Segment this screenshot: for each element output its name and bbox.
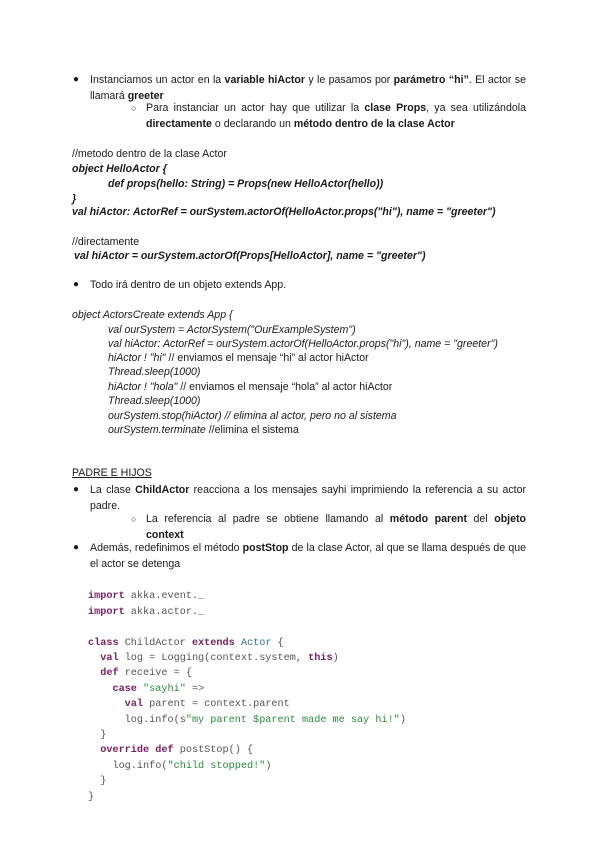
keyword: def (88, 668, 119, 680)
code-line: } (88, 776, 107, 788)
text: Todo irá dentro de un objeto extends App. (90, 279, 287, 291)
bold-text: método dentro de la clase Actor (293, 118, 455, 130)
code-line: } (88, 791, 95, 803)
code-text: log = Logging(context.system, (118, 653, 309, 665)
code-text: ) (265, 760, 272, 772)
code-text: hiActor ! "hola" (108, 381, 181, 393)
text: La referencia al padre se obtiene llamando al (146, 513, 390, 525)
code-text: ) (399, 714, 406, 726)
bullet-dot: ● (73, 484, 80, 495)
bold-text: método parent (389, 513, 467, 525)
code-text: akka.actor._ (124, 606, 205, 618)
circle-bullet-icon: ○ (131, 514, 137, 524)
text: del (466, 513, 495, 525)
code-text: ChildActor (118, 637, 192, 649)
type-name: Actor (234, 637, 272, 649)
section-heading: PADRE E HIJOS (72, 467, 152, 479)
bold-text: clase Props (364, 102, 427, 114)
bullet-item (73, 482, 527, 514)
string-literal: "child stopped!" (167, 760, 266, 772)
comment-line: //directamente (72, 236, 140, 248)
code-text: receive = { (118, 668, 192, 680)
keyword: import (88, 606, 125, 618)
code-line (88, 666, 406, 681)
code-line: val hiActor = ourSystem.actorOf(Props[HelloActor], name = "greeter") (74, 250, 426, 262)
code-text: log.info( (88, 760, 168, 772)
code-text: ) (332, 653, 339, 665)
comment-text: //elimina el sistema (208, 424, 299, 436)
code-line (88, 682, 406, 697)
bold-text: parámetro “hi” (393, 74, 469, 86)
code-line: ourSystem.stop(hiActor) // elimina al actor, pero no al sistema (108, 410, 397, 422)
code-text: log.info(s (88, 714, 186, 726)
code-snippet (88, 574, 406, 805)
bullet-item (73, 277, 526, 293)
bullet-dot: ● (73, 279, 80, 290)
keyword: import (88, 591, 125, 603)
code-line (88, 697, 406, 712)
code-line: val ourSystem = ActorSystem("OurExampleSystem") (108, 324, 356, 336)
keyword: this (308, 653, 333, 665)
code-line: } (72, 193, 77, 205)
text: de la clase Actor, al que se llama después de que el actor se detenga (90, 542, 527, 570)
code-line (108, 422, 299, 438)
code-text: akka.event._ (124, 591, 205, 603)
code-line: object HelloActor { (72, 163, 167, 175)
keyword: override (88, 745, 150, 757)
text: o declarando un (211, 118, 294, 130)
comment-text: // enviamos el mensaje “hi” al actor hiActor (168, 352, 369, 364)
code-line (88, 589, 406, 604)
code-text: { (271, 637, 284, 649)
text: Para instanciar un actor hay que utilizar la (146, 102, 365, 114)
text: y le pasamos por (305, 74, 394, 86)
bold-text: greeter (127, 90, 164, 102)
bold-text: variable hiActor (224, 74, 306, 86)
comment-text: // enviamos el mensaje “hola” al actor hiActor (180, 381, 393, 393)
sub-bullet-item (131, 100, 526, 132)
bold-text: ChildActor (135, 484, 190, 496)
code-line (88, 713, 406, 728)
code-line (88, 759, 406, 774)
circle-bullet-icon: ○ (131, 103, 137, 113)
text: , ya sea utilizándola (426, 102, 526, 114)
keyword: extends (191, 637, 235, 649)
string-literal: "my parent $parent made me say hi!" (185, 714, 400, 726)
code-line-blank (88, 620, 406, 635)
code-line: val hiActor: ActorRef = ourSystem.actorOf(HelloActor.props("hi"), name = "greeter") (108, 338, 498, 350)
code-line (88, 636, 406, 651)
text: reacciona a los mensajes sayhi imprimiendo la referencia a su actor padre. (90, 484, 527, 512)
sub-bullet-item (131, 511, 526, 543)
code-line: val hiActor: ActorRef = ourSystem.actorOf(HelloActor.props("hi"), name = "greeter") (72, 206, 496, 218)
code-line: Thread.sleep(1000) (108, 366, 201, 378)
keyword: def (155, 745, 174, 757)
comment-line: //metodo dentro de la clase Actor (72, 148, 227, 160)
keyword: val (88, 699, 144, 711)
code-line: def props(hello: String) = Props(new HelloActor(hello)) (108, 178, 384, 190)
code-line (88, 743, 406, 758)
code-text: => (185, 683, 205, 695)
text: . El actor se llamará (90, 74, 526, 102)
bullet-dot: ● (73, 74, 80, 85)
string-literal: "sayhi" (136, 683, 186, 695)
bold-text: postStop (242, 542, 289, 554)
code-line: } (88, 730, 107, 742)
bullet-dot: ● (73, 542, 80, 553)
text: Instanciamos un actor en la (90, 74, 225, 86)
keyword: case (88, 683, 137, 695)
text: Además, redefinimos el método (90, 542, 243, 554)
bold-text: directamente (146, 118, 212, 130)
bold-text: objeto context (146, 513, 526, 541)
code-text: postStop() { (173, 745, 254, 757)
code-text: ourSystem.terminate (108, 424, 209, 436)
code-text: hiActor ! "hi" (108, 352, 169, 364)
code-line: object ActorsCreate extends App { (72, 309, 233, 321)
code-text: parent = context.parent (143, 699, 290, 711)
code-line (88, 605, 406, 620)
bullet-item (73, 540, 527, 572)
code-line (88, 651, 406, 666)
code-line: Thread.sleep(1000) (108, 395, 201, 407)
keyword: val (88, 653, 119, 665)
keyword: class (88, 637, 119, 649)
text: La clase (90, 484, 136, 496)
